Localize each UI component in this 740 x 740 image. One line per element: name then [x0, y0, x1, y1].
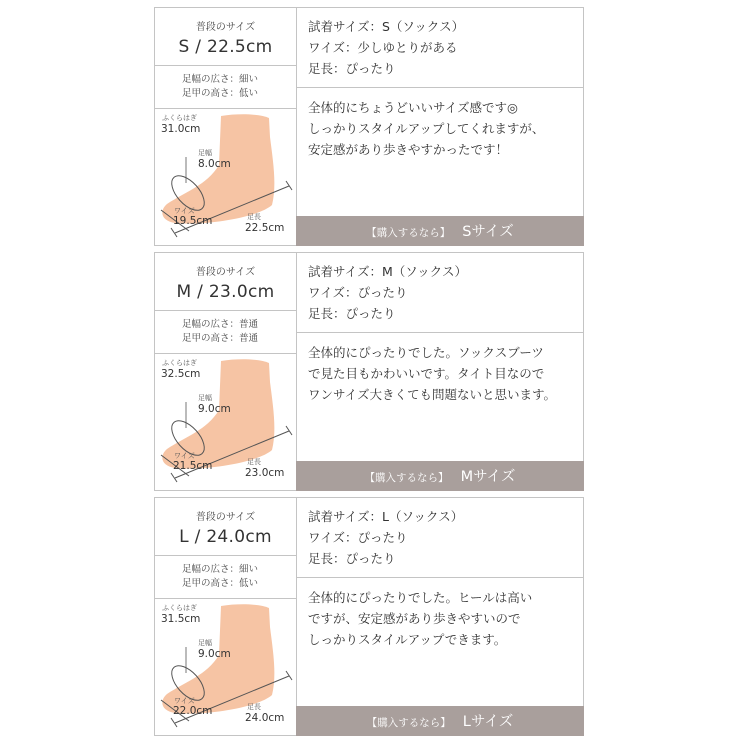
usual-size-value: L / 24.0cm — [179, 527, 272, 547]
calf-value: 31.5cm — [161, 613, 201, 625]
calf-label: ふくらはぎ — [162, 359, 197, 367]
comment-line: ワンサイズ大きくても問題ないと思います。 — [308, 387, 557, 402]
reviewer-profile — [155, 8, 297, 245]
wise-value: 22.0cm — [173, 705, 213, 717]
comment-line: しっかりスタイルアップしてくれますが、 — [308, 121, 545, 136]
foot-width-trait: 足幅の広さ：細い — [182, 74, 259, 85]
comment-line: 安定感があり歩きやすかったです！ — [308, 142, 509, 157]
length-label: 足長 — [247, 458, 261, 466]
tried-size-info — [297, 253, 583, 333]
wise-value: 19.5cm — [173, 215, 213, 227]
width-value: 9.0cm — [198, 403, 231, 415]
width-label: 足幅 — [198, 149, 212, 157]
instep-height-trait: 足甲の高さ：普通 — [182, 333, 259, 344]
foot-measurement-diagram — [155, 354, 296, 490]
usual-size-box — [155, 498, 296, 556]
length-tick-end — [286, 671, 292, 680]
review-panel — [297, 253, 583, 490]
width-value: 9.0cm — [198, 648, 231, 660]
foot-traits — [155, 311, 296, 354]
wise-label: ワイズ — [174, 697, 195, 705]
reviewer-profile — [155, 498, 297, 735]
length-value: 23.0cm — [245, 467, 285, 479]
review-panel — [297, 498, 583, 735]
tried-size-info — [297, 498, 583, 578]
foot-traits — [155, 556, 296, 599]
width-label: 足幅 — [198, 639, 212, 647]
reviewer-profile — [155, 253, 297, 490]
calf-label: ふくらはぎ — [162, 604, 197, 612]
calf-value: 32.5cm — [161, 368, 201, 380]
usual-size-label: 普段のサイズ — [195, 22, 256, 33]
length-label: 足長 — [247, 213, 261, 221]
comment-line: 全体的にぴったりでした。ソックスブーツ — [308, 345, 544, 360]
buy-prefix: 【購入するなら】 — [366, 717, 451, 729]
wise-value: 21.5cm — [173, 460, 213, 472]
comment-line: で見た目もかわいいです。タイト目なので — [308, 366, 545, 381]
comment-line: ですが、安定感があり歩きやすいので — [308, 611, 521, 626]
size-review-card — [154, 497, 584, 736]
tried-length: 足長：ぴったり — [308, 61, 396, 76]
foot-measurement-diagram — [155, 109, 296, 245]
wise-label: ワイズ — [174, 452, 195, 460]
width-value: 8.0cm — [198, 158, 231, 170]
buy-prefix: 【購入するなら】 — [366, 227, 451, 239]
tried-wise: ワイズ：ぴったり — [308, 285, 408, 300]
tried-wise: ワイズ：少しゆとりがある — [308, 40, 458, 55]
tried-length: 足長：ぴったり — [308, 306, 396, 321]
size-review-card — [154, 7, 584, 246]
tried-size: 試着サイズ：M（ソックス） — [308, 264, 468, 279]
calf-value: 31.0cm — [161, 123, 201, 135]
length-label: 足長 — [247, 703, 261, 711]
foot-traits — [155, 66, 296, 109]
review-comment — [297, 88, 583, 160]
wise-label: ワイズ — [174, 207, 195, 215]
buy-size-button[interactable] — [296, 216, 584, 246]
buy-prefix: 【購入するなら】 — [364, 472, 449, 484]
review-panel — [297, 8, 583, 245]
instep-height-trait: 足甲の高さ：低い — [182, 578, 259, 589]
buy-size-button[interactable] — [296, 461, 584, 491]
size-review-card — [154, 252, 584, 491]
buy-size-label: Lサイズ — [462, 714, 514, 730]
comment-line: 全体的にちょうどいいサイズ感です◎ — [308, 100, 518, 115]
width-label: 足幅 — [198, 394, 212, 402]
foot-width-trait: 足幅の広さ：普通 — [182, 319, 259, 330]
comment-line: 全体的にぴったりでした。ヒールは高い — [308, 590, 533, 605]
length-value: 22.5cm — [245, 222, 285, 234]
comment-line: しっかりスタイルアップできます。 — [308, 632, 507, 647]
usual-size-box — [155, 8, 296, 66]
length-tick-end — [286, 426, 292, 435]
tried-size-info — [297, 8, 583, 88]
usual-size-label: 普段のサイズ — [195, 512, 256, 523]
buy-size-label: Mサイズ — [460, 469, 516, 485]
review-comment — [297, 333, 583, 405]
review-comment — [297, 578, 583, 650]
calf-label: ふくらはぎ — [162, 114, 197, 122]
buy-size-label: Sサイズ — [462, 224, 514, 240]
tried-size: 試着サイズ：S（ソックス） — [308, 19, 465, 34]
usual-size-value: M / 23.0cm — [176, 282, 275, 302]
buy-size-button[interactable] — [296, 706, 584, 736]
length-tick-end — [286, 181, 292, 190]
instep-height-trait: 足甲の高さ：低い — [182, 88, 259, 99]
foot-measurement-diagram — [155, 599, 296, 735]
usual-size-label: 普段のサイズ — [195, 267, 256, 278]
length-value: 24.0cm — [245, 712, 285, 724]
usual-size-box — [155, 253, 296, 311]
tried-size: 試着サイズ：L（ソックス） — [308, 509, 464, 524]
foot-width-trait: 足幅の広さ：細い — [182, 564, 259, 575]
usual-size-value: S / 22.5cm — [178, 37, 273, 57]
tried-length: 足長：ぴったり — [308, 551, 396, 566]
tried-wise: ワイズ：ぴったり — [308, 530, 408, 545]
